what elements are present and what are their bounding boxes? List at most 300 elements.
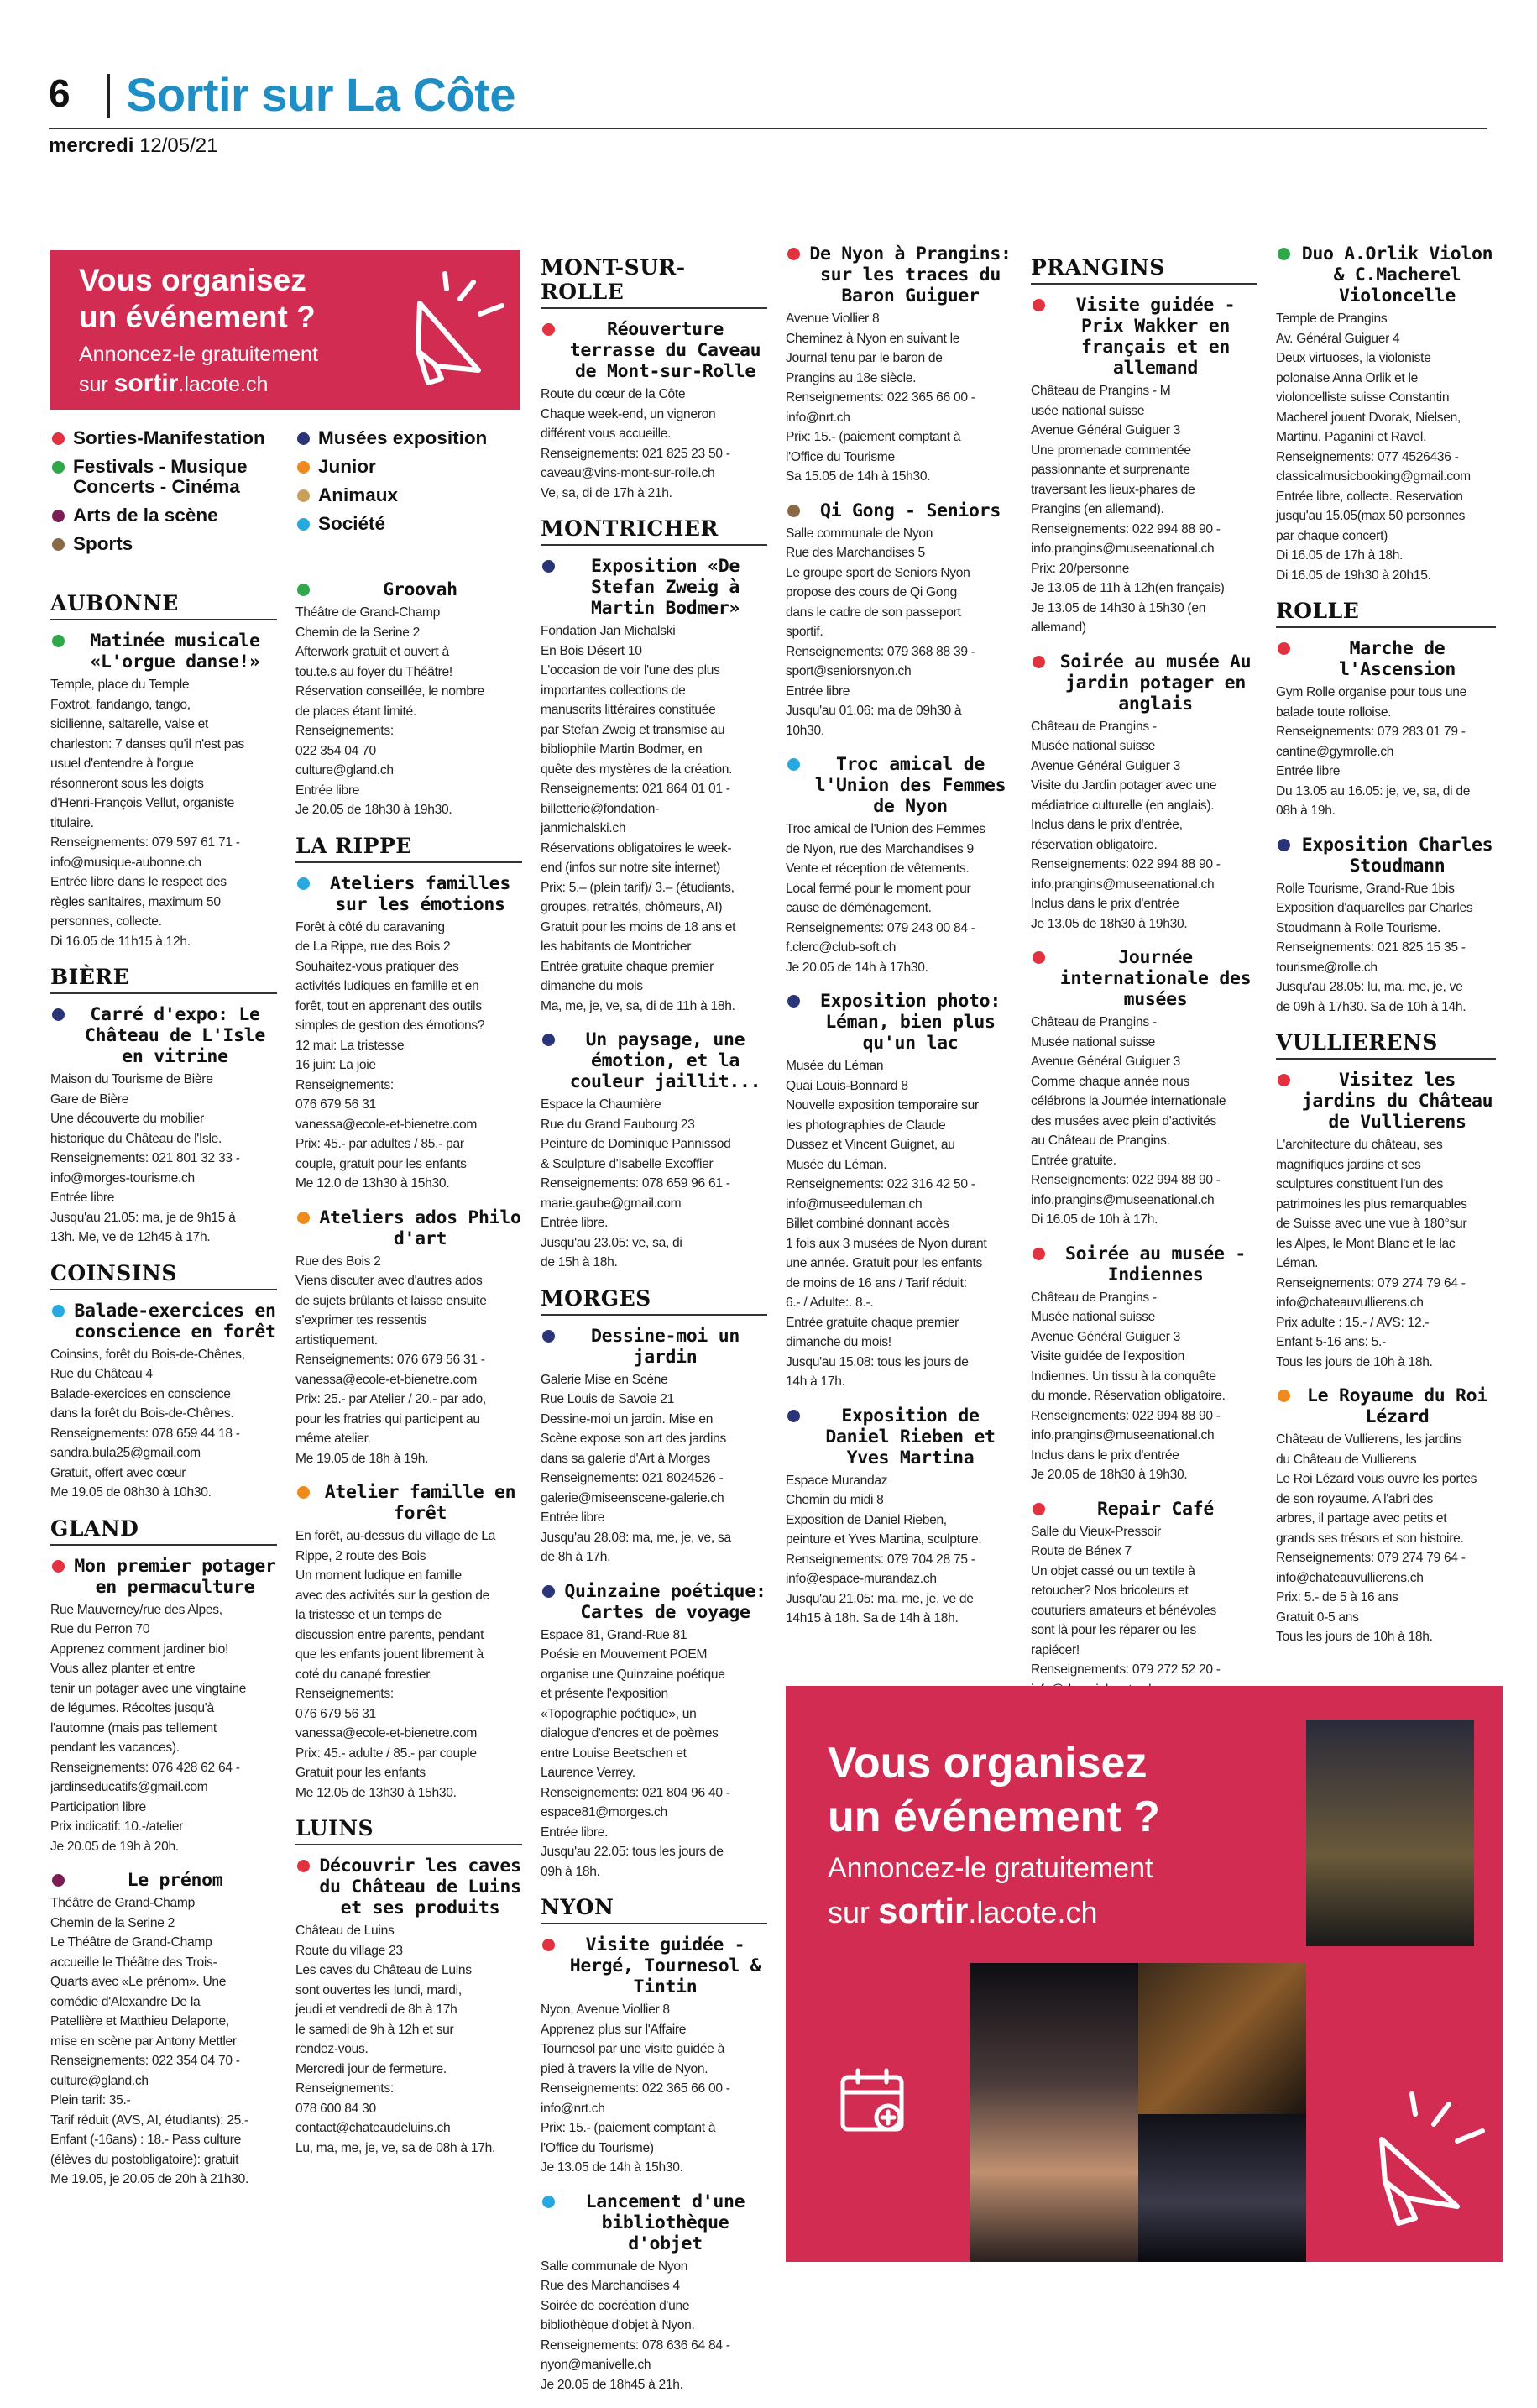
event-detail-line: Chemin de la Serine 2 <box>295 625 420 640</box>
event-detail-line: Gratuit, offert avec cœur <box>50 1465 186 1480</box>
event-detail-line: Entrée libre <box>50 1191 115 1205</box>
event-detail-line: 13h. Me, ve de 12h45 à 17h. <box>50 1230 211 1244</box>
event-detail-line: des musées avec plein d'activités <box>1031 1113 1217 1128</box>
event-detail-line: Théâtre de Grand-Champ <box>295 605 440 620</box>
category-dot <box>297 1860 310 1872</box>
event-detail-line: «Topographie poétique», un <box>541 1706 697 1721</box>
promo-domain: .lacote.ch <box>178 373 269 396</box>
event-detail-line: Rue du Château 4 <box>50 1367 153 1381</box>
event-title-text: Exposition de Daniel Rieben et Yves Martina <box>825 1405 996 1468</box>
event-detail-line: manuscrits littéraires constituée <box>541 703 716 717</box>
event-detail-line: Prix: 5.- de 5 à 16 ans <box>1276 1590 1398 1604</box>
event-detail-line: les photographies de Claude <box>786 1118 946 1133</box>
event-detail-line: galerie@miseenscene-galerie.ch <box>541 1490 724 1505</box>
event-detail-line: info@nrt.ch <box>541 2101 605 2116</box>
event-detail-line: Avenue Viollier 8 <box>786 311 880 326</box>
event-detail-line: 16 juin: La joie <box>295 1058 376 1072</box>
promo-heading-line2: un événement ? <box>79 300 316 334</box>
legend-item: Junior <box>295 453 487 481</box>
event-detail-line: Prix: 45.- adulte / 85.- par couple <box>295 1746 477 1761</box>
event-detail-line: Salle communale de Nyon <box>541 2259 688 2274</box>
legend-item: Sports <box>50 530 300 558</box>
event-detail-line: grands ses trésors et son histoire. <box>1276 1531 1464 1546</box>
event-detail-line: Renseignements: 079 597 61 71 - <box>50 835 240 850</box>
event-detail-line: Avenue Général Guiguer 3 <box>1031 1329 1181 1344</box>
event-title-text: Exposition Charles Stoudmann <box>1301 834 1493 877</box>
event-detail-line: Renseignements: 021 825 15 35 - <box>1276 940 1466 955</box>
event-detail-line: janmichalski.ch <box>541 821 626 835</box>
event-detail-line: Gym Rolle organise pour tous une <box>1276 685 1467 699</box>
city-heading-vullierens: VULLIERENS <box>1276 1030 1496 1060</box>
category-dot <box>542 2196 555 2208</box>
event-detail-line: Je 13.05 de 14h30 à 15h30 (en <box>1031 600 1206 615</box>
event-detail-line: Prix: 20/personne <box>1031 561 1130 576</box>
promo-heading-line2: un événement ? <box>828 1793 1160 1841</box>
event-detail-line: Journal tenu par le baron de <box>786 351 943 365</box>
event-title <box>50 1870 277 1891</box>
event-title <box>295 1856 522 1919</box>
event-detail-line: réservation obligatoire. <box>1031 837 1158 852</box>
event-detail-line: Musée national suisse <box>1031 1310 1155 1324</box>
event-detail-line: Renseignements: <box>295 1687 394 1701</box>
legend-item: Animaux <box>295 481 487 510</box>
event-detail-line: s'exprimer tes ressentis <box>295 1313 427 1327</box>
legend-dot <box>297 432 310 445</box>
event-detail-line: Les caves du Château de Luins <box>295 1963 472 1977</box>
event-detail-line: Plein tarif: 35.- <box>50 2093 131 2107</box>
promo-site[interactable] <box>79 369 268 398</box>
promo-box-large[interactable] <box>786 1686 1503 2262</box>
event-detail-line: de son royaume. A l'abri des <box>1276 1491 1434 1506</box>
photo-tile-concert <box>970 1963 1138 2262</box>
event-soiree-au-musee-au-jardin-potager-en-ang <box>1031 652 1257 934</box>
event-detail-line: Renseignements: 021 864 01 01 - <box>541 782 730 796</box>
event-detail-line: Comme chaque année nous <box>1031 1074 1190 1089</box>
event-detail-line: Prix: 15.- (paiement comptant à <box>541 2121 716 2135</box>
event-detail-line: Renseignements: 022 365 66 00 - <box>786 390 975 405</box>
event-detail-line: personnes, collecte. <box>50 914 162 929</box>
event-detail-line: pendant les vacances). <box>50 1741 180 1755</box>
event-detail-line: Renseignements: 022 365 66 00 - <box>541 2081 730 2096</box>
event-detail-line: retoucher? Nos bricoleurs et <box>1031 1584 1189 1598</box>
event-detail-line: info.prangins@museenational.ch <box>1031 542 1215 556</box>
promo-heading-line1: Vous organisez <box>79 263 306 297</box>
event-detail-line: au Château de Prangins. <box>1031 1133 1170 1148</box>
event-atelier-famille-en-foret <box>295 1482 522 1803</box>
event-detail-line: dialogue d'encres et de poèmes <box>541 1726 719 1741</box>
event-detail-line: le samedi de 9h à 12h et sur <box>295 2022 454 2037</box>
category-dot <box>787 248 800 260</box>
event-detail-line: dimanche du mois <box>541 979 643 993</box>
event-title-text: Soirée au musée Au jardin potager en anglais <box>1059 651 1252 715</box>
event-detail-line: info@musique-aubonne.ch <box>50 855 201 870</box>
event-detail-line: l'automne (mais pas tellement <box>50 1720 217 1735</box>
event-detail-line: violoncelliste suisse Constantin <box>1276 390 1450 405</box>
event-detail-line: Renseignements: 022 994 88 90 - <box>1031 1173 1221 1187</box>
category-dot <box>787 758 800 771</box>
event-detail-line: Entrée libre dans le respect des <box>50 875 227 889</box>
event-detail-line: entre Louise Beetschen et <box>541 1746 687 1761</box>
event-detail-line: (élèves du postobligatoire): gratuit <box>50 2152 239 2167</box>
event-detail-line: Jusqu'au 28.05: lu, ma, me, je, ve <box>1276 980 1463 994</box>
event-title-text: Carré d'expo: Le Château de L'Isle en vitrine <box>85 1004 265 1067</box>
category-dot <box>787 995 800 1008</box>
event-detail-line: Local fermé pour le moment pour <box>786 881 971 896</box>
legend-dot <box>52 432 65 445</box>
event-detail-line: Me 12.0 de 13h30 à 15h30. <box>295 1176 450 1191</box>
event-detail-line: Forêt à côté du caravaning <box>295 919 445 934</box>
event-detail-line: Renseignements: 078 636 64 84 - <box>541 2337 730 2353</box>
event-title <box>1276 1070 1496 1133</box>
event-detail-line: et présente l'exposition <box>541 1687 668 1701</box>
event-detail-line: sandra.bula25@gmail.com <box>50 1446 201 1460</box>
event-matinee-musicale-l-orgue-danse <box>50 631 277 951</box>
event-carre-d-expo-le-chateau-de-l-isle-en-vit <box>50 1004 277 1248</box>
event-le-royaume-du-roi-lezard <box>1276 1385 1496 1647</box>
legend-col1 <box>50 424 300 558</box>
page-number: 6 <box>49 71 71 115</box>
city-heading-morges: MORGES <box>541 1286 767 1316</box>
event-detail-line: Salle du Vieux-Pressoir <box>1031 1524 1161 1539</box>
event-detail-line: Renseignements: 021 825 23 50 - <box>541 446 730 461</box>
promo-brand: sortir <box>113 369 179 397</box>
event-title <box>541 1326 767 1368</box>
event-title-text: Balade-exercices en conscience en forêt <box>74 1300 276 1343</box>
event-detail-line: Vous allez planter et entre <box>50 1662 196 1676</box>
event-detail-line: Renseignements: 022 994 88 90 - <box>1031 521 1221 537</box>
event-detail-line: Le groupe sport de Seniors Nyon <box>786 565 970 580</box>
event-detail-line: Renseignements: 021 804 96 40 - <box>541 1785 730 1800</box>
event-detail-line: info@espace-murandaz.ch <box>786 1572 937 1586</box>
event-detail-line: Chemin du midi 8 <box>786 1493 884 1507</box>
event-detail-line: Me 19.05 de 08h30 à 10h30. <box>50 1485 212 1500</box>
event-detail-line: Rue des Marchandises 4 <box>541 2279 680 2293</box>
category-dot <box>297 877 310 890</box>
category-dot <box>1033 656 1045 668</box>
header-divider <box>107 74 110 118</box>
event-detail-line: 12 mai: La tristesse <box>295 1038 405 1053</box>
category-dot <box>1033 1248 1045 1260</box>
megaphone-icon <box>1357 2081 1491 2240</box>
event-detail-line: sportif. <box>786 625 823 639</box>
event-title <box>541 1934 767 1997</box>
event-detail-line: caveau@vins-mont-sur-rolle.ch <box>541 466 715 480</box>
event-title <box>541 2191 767 2254</box>
event-detail-line: vanessa@ecole-et-bienetre.com <box>295 1117 478 1132</box>
event-detail-line: avec des activités sur la gestion de <box>295 1588 490 1603</box>
event-exposition-charles-stoudmann <box>1276 835 1496 1018</box>
event-detail-line: Nouvelle exposition temporaire sur <box>786 1098 979 1112</box>
event-detail-line: sont ouvertes les lundi, mardi, <box>295 1982 462 1997</box>
event-detail-line: Château de Prangins - <box>1031 1015 1157 1029</box>
promo-box-small[interactable] <box>50 250 520 410</box>
event-ateliers-ados-philo-d-art <box>295 1207 522 1469</box>
event-detail-line: L'architecture du château, ses <box>1276 1138 1443 1152</box>
event-title <box>295 1482 522 1524</box>
event-detail-line: Entrée libre. <box>541 1824 609 1840</box>
event-detail-line: Une promenade commentée <box>1031 442 1191 458</box>
event-detail-line: Vente et réception de vêtements. <box>786 861 970 876</box>
event-title <box>786 500 1012 521</box>
event-detail-line: Laurence Verrey. <box>541 1766 635 1780</box>
event-detail-line: Renseignements: 021 801 32 33 - <box>50 1151 240 1165</box>
event-detail-line: Une découverte du mobilier <box>50 1112 204 1126</box>
event-detail-line: l'Office du Tourisme <box>786 449 895 464</box>
event-detail-line: couturiers amateurs et bénévoles <box>1031 1603 1216 1618</box>
event-detail-line: Coinsins, forêt du Bois-de-Chênes, <box>50 1347 245 1362</box>
event-detail-line: Entrée gratuite. <box>1031 1153 1116 1168</box>
event-exposition-de-daniel-rieben-et-yves-mart <box>786 1406 1012 1629</box>
event-title-text: Qi Gong - Seniors <box>820 500 1001 521</box>
city-heading-biere: BIÈRE <box>50 965 277 994</box>
event-quinzaine-poetique-cartes-de-voyage <box>541 1581 767 1882</box>
event-detail-line: dans la forêt du Bois-de-Chênes. <box>50 1406 234 1421</box>
event-detail-line: Quarts avec «Le prénom». Une <box>50 1975 227 1989</box>
event-detail-line: Prix: 5.– (plein tarif)/ 3.– (étudiants, <box>541 880 735 895</box>
promo-site[interactable] <box>828 1891 1097 1931</box>
event-detail-line: L'occasion de voir l'une des plus <box>541 663 720 678</box>
event-detail-line: traversant les lieux-phares de <box>1031 482 1195 497</box>
event-detail-line: classicalmusicbooking@gmail.com <box>1276 469 1471 484</box>
section-title: Sortir sur La Côte <box>126 68 515 121</box>
event-detail-line: règles sanitaires, maximum 50 <box>50 894 221 909</box>
event-detail-line: Entrée libre <box>786 683 850 699</box>
event-detail-line: Je 20.05 de 18h45 à 21h. <box>541 2377 683 2392</box>
event-detail-line: Renseignements: 078 659 96 61 - <box>541 1176 730 1191</box>
promo-heading <box>828 1736 1160 1844</box>
event-detail-line: culture@gland.ch <box>295 763 394 777</box>
event-detail-line: 10h30. <box>786 723 824 738</box>
event-detail-line: Jusqu'au 28.08: ma, me, je, ve, sa <box>541 1530 731 1545</box>
event-detail-line: Prangins au 18e siècle. <box>786 370 917 385</box>
event-detail-line: Temple, place du Temple <box>50 678 190 692</box>
event-detail-line: Je 20.05 de 18h30 à 19h30. <box>295 803 452 817</box>
event-detail-line: groupes, retraités, chômeurs, AI) <box>541 900 723 914</box>
event-title-text: Journée internationale des musées <box>1059 947 1252 1010</box>
event-detail-line: Espace 81, Grand-Rue 81 <box>541 1627 687 1642</box>
category-dot <box>1033 299 1045 311</box>
event-detail-line: Château de Vullierens, les jardins <box>1276 1432 1462 1447</box>
event-soiree-au-musee-indiennes <box>1031 1243 1257 1485</box>
event-detail-line: nyon@manivelle.ch <box>541 2358 651 2372</box>
event-detail-line: info.prangins@museenational.ch <box>1031 1192 1215 1207</box>
event-title-text: Réouverture terrasse du Caveau de Mont-sur-Rolle <box>569 319 761 382</box>
event-title-text: Soirée au musée - Indiennes <box>1065 1243 1246 1285</box>
event-detail-line: Château de Prangins - M <box>1031 384 1171 398</box>
event-detail-line: de légumes. Récoltes jusqu'à <box>50 1701 214 1715</box>
legend-dot <box>297 489 310 502</box>
promo-heading-line1: Vous organisez <box>828 1739 1148 1788</box>
event-detail-line: Me 12.05 de 13h30 à 15h30. <box>295 1785 457 1800</box>
event-detail-line: Renseignements: 021 8024526 - <box>541 1471 724 1485</box>
event-detail-line: de 09h à 17h30. Sa de 10h à 14h. <box>1276 999 1466 1014</box>
event-title <box>1031 295 1257 379</box>
event-detail-line: Stoudmann à Rolle Tourisme. <box>1276 920 1441 935</box>
category-dot <box>1278 248 1290 260</box>
event-detail-line: Apprenez comment jardiner bio! <box>50 1641 229 1657</box>
event-detail-line: Avenue Général Guiguer 3 <box>1031 758 1181 773</box>
event-title-text: Marche de l'Ascension <box>1338 638 1456 680</box>
event-detail-line: Deux virtuoses, la violoniste <box>1276 351 1431 365</box>
event-detail-line: Tarif réduit (AVS, AI, étudiants): 25.- <box>50 2112 248 2128</box>
event-detail-line: Réservation conseillée, le nombre <box>295 684 484 699</box>
event-detail-line: d'Henri-François Vellut, organiste <box>50 796 234 810</box>
event-detail-line: marie.gaube@gmail.com <box>541 1196 682 1211</box>
event-detail-line: allemand) <box>1031 620 1086 635</box>
event-detail-line: Macherel jouent Dvorak, Nielsen, <box>1276 410 1461 425</box>
event-detail-line: Prix: 15.- (paiement comptant à <box>786 430 961 444</box>
event-un-paysage-une-emotion-et-la-couleur-jai <box>541 1029 767 1273</box>
city-heading-mont-sur-rolle: MONT-SUR-ROLLE <box>541 255 767 309</box>
event-detail-line: Musée national suisse <box>1031 739 1155 753</box>
date: 12/05/21 <box>139 134 218 157</box>
event-exposition-de-stefan-zweig-a-martin-bodm <box>541 556 767 1016</box>
weekday: mercredi <box>49 134 134 157</box>
event-detail-line: artistiquement. <box>295 1332 378 1348</box>
event-detail-line: quête des mystères de la création. <box>541 762 733 777</box>
category-dot <box>542 1939 555 1951</box>
event-detail-line: Di 16.05 de 17h à 18h. <box>1276 548 1404 563</box>
event-detail-line: Musée du Léman <box>786 1059 884 1073</box>
event-title <box>50 1556 277 1598</box>
event-title-text: Le prénom <box>127 1870 223 1891</box>
event-detail-line: Rue des Bois 2 <box>295 1254 381 1269</box>
event-detail-line: Espace Murandaz <box>786 1473 888 1488</box>
city-heading-rolle: ROLLE <box>1276 599 1496 628</box>
column-5 <box>1031 243 1257 1733</box>
event-detail-line: de Suisse avec une vue à 180°sur <box>1276 1217 1467 1231</box>
event-detail-line: 022 354 04 70 <box>295 743 376 758</box>
event-detail-line: Un moment ludique en famille <box>295 1568 462 1583</box>
event-title-text: Quinzaine poétique: Cartes de voyage <box>564 1580 766 1623</box>
event-detail-line: Dussez et Vincent Guignet, au <box>786 1138 955 1152</box>
legend-dot <box>52 461 65 474</box>
event-detail-line: Renseignements: 079 283 01 79 - <box>1276 725 1466 739</box>
event-detail-line: Renseignements: 077 4526436 - <box>1276 449 1459 464</box>
column-1 <box>50 579 277 2203</box>
event-detail-line: Je 13.05 de 11h à 12h(en français) <box>1031 581 1225 595</box>
event-detail-line: propose des cours de Qi Gong <box>786 585 957 599</box>
event-detail-line: charleston: 7 danses qu'il n'est pas <box>50 736 244 751</box>
event-detail-line: de sujets brûlants et laisse ensuite <box>295 1293 487 1308</box>
event-detail-line: Jusqu'au 21.05: ma, me, je, ve de <box>786 1591 974 1606</box>
event-detail-line: Dessine-moi un jardin. Mise en <box>541 1411 714 1426</box>
event-detail-line: vanessa@ecole-et-bienetre.com <box>295 1372 478 1387</box>
event-detail-line: Jusqu'au 01.06: ma de 09h30 à <box>786 704 962 718</box>
event-title <box>786 243 1012 306</box>
event-detail-line: Prix: 25.- par Atelier / 20.- par ado, <box>295 1392 486 1406</box>
event-detail-line: Jusqu'au 15.08: tous les jours de <box>786 1354 969 1369</box>
category-dot <box>52 1008 65 1021</box>
event-detail-line: Le Roi Lézard vous ouvre les portes <box>1276 1472 1477 1486</box>
event-detail-line: les habitants de Montricher <box>541 940 692 954</box>
event-detail-line: de moins de 16 ans / Tarif réduit: <box>786 1275 967 1290</box>
event-title-text: Atelier famille en forêt <box>324 1482 516 1524</box>
legend-dot <box>297 518 310 531</box>
event-detail-line: Ve, sa, di de 17h à 21h. <box>541 485 672 500</box>
event-detail-line: résonneront sous les doigts <box>50 776 204 791</box>
event-detail-line: Jusqu'au 22.05: tous les jours de <box>541 1845 724 1859</box>
event-exposition-photo-leman-bien-plus-qu-un-l <box>786 991 1012 1392</box>
event-dessine-moi-un-jardin <box>541 1326 767 1568</box>
event-detail-line: sport@seniorsnyon.ch <box>786 664 912 678</box>
event-detail-line: Maison du Tourisme de Bière <box>50 1072 213 1086</box>
event-detail-line: 09h à 18h. <box>541 1864 600 1879</box>
column-2 <box>295 579 522 2171</box>
event-detail-line: 1 fois aux 3 musées de Nyon durant <box>786 1236 987 1251</box>
event-detail-line: peinture et Yves Martina, sculpture. <box>786 1532 982 1547</box>
event-detail-line: Gare de Bière <box>50 1091 129 1107</box>
event-detail-line: discussion entre parents, pendant <box>295 1627 484 1642</box>
event-detail-line: polonaise Anna Orlik et le <box>1276 370 1419 385</box>
header-rule <box>49 128 1487 129</box>
event-detail-line: 14h15 à 18h. Sa de 14h à 18h. <box>786 1611 959 1625</box>
event-detail-line: Rippe, 2 route des Bois <box>295 1548 426 1563</box>
city-heading-montricher: MONTRICHER <box>541 516 767 546</box>
event-detail-line: Viens discuter avec d'autres ados <box>295 1274 483 1288</box>
event-title-text: Groovah <box>383 579 457 600</box>
category-dot <box>297 1212 310 1224</box>
photo-tile-theatre <box>1138 1963 1306 2114</box>
legend-item: Société <box>295 510 487 538</box>
event-groovah <box>295 579 522 820</box>
event-detail-line: Quai Louis-Bonnard 8 <box>786 1078 908 1093</box>
promo-brand: sortir <box>878 1891 969 1930</box>
event-title-text: Duo A.Orlik Violon & C.Macherel Violoncelle <box>1301 243 1493 306</box>
event-detail-line: usuel d'entendre à l'orgue <box>50 756 194 771</box>
event-detail-line: Av. Général Guiguer 4 <box>1276 331 1400 346</box>
event-visite-guidee-herge-tournesol-tintin <box>541 1934 767 2178</box>
event-detail-line: médiatrice culturelle (en anglais). <box>1031 798 1215 813</box>
event-title <box>50 1301 277 1343</box>
event-title <box>541 1581 767 1623</box>
event-title <box>786 1406 1012 1468</box>
event-detail-line: culture@gland.ch <box>50 2073 149 2088</box>
event-detail-line: jeudi et vendredi de 8h à 17h <box>295 2002 457 2017</box>
event-visite-guidee-prix-wakker-en-francais-et <box>1031 295 1257 638</box>
event-detail-line: Renseignements: <box>295 1077 394 1092</box>
legend-dot <box>52 510 65 522</box>
event-detail-line: Foxtrot, fandango, tango, <box>50 697 191 712</box>
legend-dot <box>52 538 65 551</box>
event-detail-line: patrimoines les plus remarquables <box>1276 1196 1467 1212</box>
event-title <box>1276 1385 1496 1427</box>
event-detail-line: 6.- / Adulte:. 8.-. <box>786 1296 874 1310</box>
event-title-text: Matinée musicale «L'orgue danse!» <box>90 631 260 673</box>
event-title <box>1276 243 1496 306</box>
category-dot <box>1278 1074 1290 1086</box>
event-detail-line: info.prangins@museenational.ch <box>1031 1428 1215 1442</box>
event-detail-line: end (infos sur notre site internet) <box>541 861 720 875</box>
event-detail-line: pour les fratries qui participent au <box>295 1411 480 1426</box>
event-detail-line: info@museeduleman.ch <box>786 1196 923 1212</box>
column-4 <box>786 243 1012 1642</box>
event-detail-line: info.prangins@museenational.ch <box>1031 877 1215 892</box>
event-detail-line: Di 16.05 de 11h15 à 12h. <box>50 934 191 949</box>
event-detail-line: de La Rippe, rue des Bois 2 <box>295 940 451 954</box>
event-detail-line: une année. Gratuit pour les enfants <box>786 1256 982 1270</box>
event-detail-line: rapiécer! <box>1031 1642 1080 1657</box>
event-ateliers-familles-sur-les-emotions <box>295 873 522 1194</box>
event-detail-line: Peinture de Dominique Pannissod <box>541 1137 731 1151</box>
event-detail-line: dans le cadre de son passeport <box>786 605 961 620</box>
event-detail-line: Soirée de cocréation d'une <box>541 2298 690 2313</box>
event-title-text: Repair Café <box>1096 1498 1215 1520</box>
event-detail-line: Avenue Général Guiguer 3 <box>1031 423 1181 437</box>
event-detail-line: Musée national suisse <box>1031 1034 1155 1050</box>
event-detail-line: Afterwork gratuit et ouvert à <box>295 645 449 659</box>
event-title-text: Le Royaume du Roi Lézard <box>1307 1385 1487 1427</box>
